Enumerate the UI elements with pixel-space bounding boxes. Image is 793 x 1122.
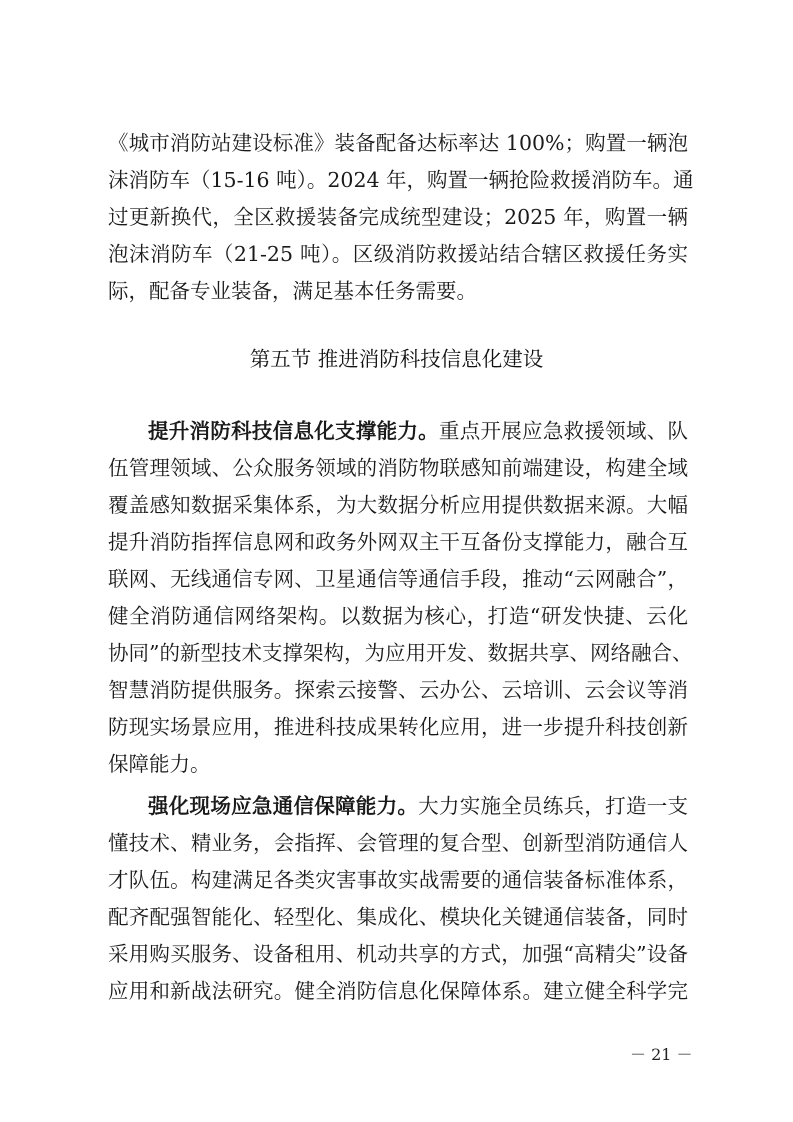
text-line: 懂技术、精业务，会指挥、会管理的复合型、创新型消防通信人	[108, 831, 688, 855]
text-line: 应用和新战法研究。健全消防信息化保障体系。建立健全科学完	[108, 979, 688, 1003]
text-line: 覆盖感知数据采集体系，为大数据分析应用提供数据来源。大幅	[108, 493, 688, 517]
text-line: 《城市消防站建设标准》装备配备达标率达 100%；购置一辆泡	[108, 131, 688, 155]
text-line: 联网、无线通信专网、卫星通信等通信手段，推动“云网融合”，	[108, 567, 688, 591]
text-line: 智慧消防提供服务。探索云接警、云办公、云培训、云会议等消	[108, 678, 688, 702]
text-line: 泡沫消防车（21-25 吨）。区级消防救援站结合辖区救援任务实	[108, 242, 688, 266]
text-line: 保障能力。	[108, 752, 211, 776]
text-line: 协同”的新型技术支撑架构，为应用开发、数据共享、网络融合、	[108, 641, 693, 665]
text-line: 配齐配强智能化、轻型化、集成化、模块化关键通信装备，同时	[108, 905, 688, 929]
text-line: 采用购买服务、设备租用、机动共享的方式，加强“高精尖”设备	[108, 942, 688, 966]
paragraph-first-line	[148, 413, 688, 450]
page-number: － 21 －	[630, 1045, 693, 1064]
text-line: 沫消防车（15-16 吨）。2024 年，购置一辆抢险救援消防车。通	[108, 168, 694, 192]
text-line: 伍管理领域、公众服务领域的消防物联感知前端建设，构建全域	[108, 456, 688, 480]
text-line: 际，配备专业装备，满足基本任务需要。	[108, 279, 477, 303]
paragraph-lead-heading: 提升消防科技信息化支撑能力。	[148, 419, 439, 443]
text-run: 重点开展应急救援领域、队	[438, 419, 689, 443]
text-line: 健全消防通信网络架构。以数据为核心，打造“研发快捷、云化	[108, 604, 688, 628]
text-line: 防现实场景应用，推进科技成果转化应用，进一步提升科技创新	[108, 715, 688, 739]
section-heading: 第五节 推进消防科技信息化建设	[249, 347, 544, 371]
text-run: 大力实施全员练兵，打造一支	[418, 794, 688, 818]
text-line: 过更新换代，全区救援装备完成统型建设；2025 年，购置一辆	[108, 205, 688, 229]
paragraph-lead-heading: 强化现场应急通信保障能力。	[148, 794, 419, 818]
text-line: 提升消防指挥信息网和政务外网双主干互备份支撑能力，融合互	[108, 530, 688, 554]
paragraph-first-line	[148, 788, 688, 825]
text-line: 才队伍。构建满足各类灾害事故实战需要的通信装备标准体系，	[108, 868, 688, 892]
